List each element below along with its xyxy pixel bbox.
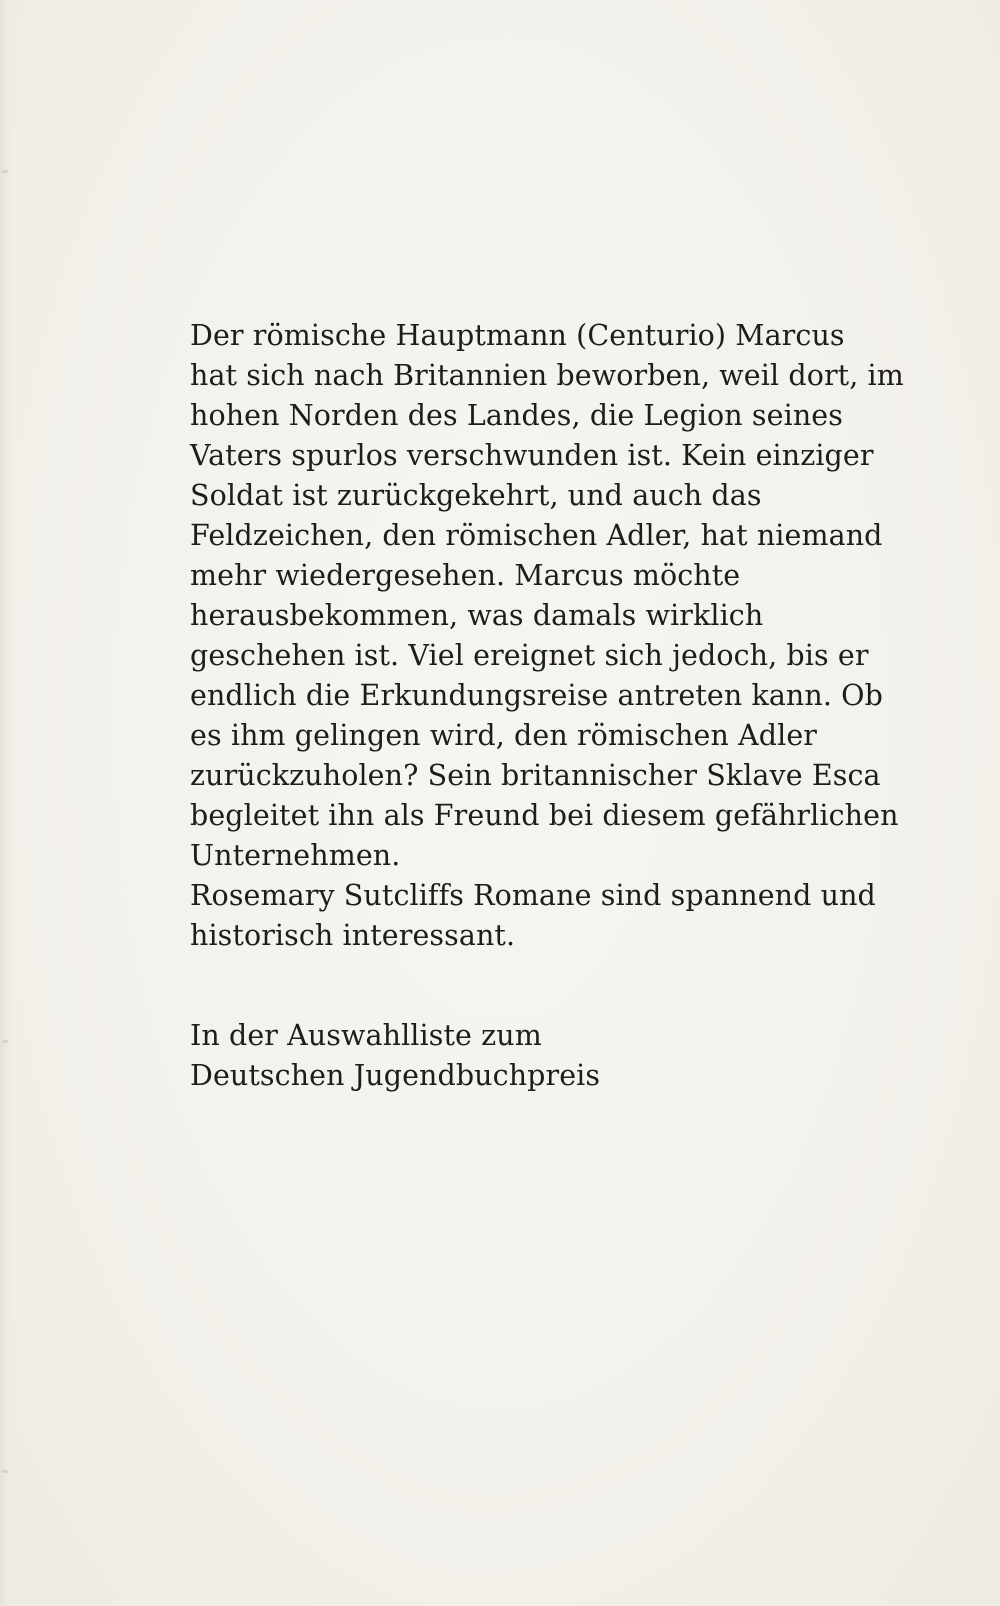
paragraph-gap bbox=[190, 956, 890, 1016]
blurb-text bbox=[190, 316, 904, 1096]
text-line: es ihm gelingen wird, den römischen Adler bbox=[190, 719, 818, 752]
text-line: hat sich nach Britannien beworben, weil dort, im bbox=[190, 359, 904, 392]
text-line: Rosemary Sutcliffs Romane sind spannend und bbox=[190, 879, 876, 912]
spine-mark bbox=[2, 170, 8, 173]
text-line: Vaters spurlos verschwunden ist. Kein einziger bbox=[190, 439, 874, 472]
text-line: zurückzuholen? Sein britannischer Sklave Esca bbox=[190, 759, 881, 792]
text-line: Unternehmen. bbox=[190, 839, 401, 872]
text-line: herausbekommen, was damals wirklich bbox=[190, 599, 764, 632]
text-line: In der Auswahlliste zum bbox=[190, 1019, 542, 1052]
spine-mark bbox=[2, 1040, 8, 1043]
blurb-paragraph-2 bbox=[190, 876, 890, 956]
text-line: Feldzeichen, den römischen Adler, hat niemand bbox=[190, 519, 883, 552]
text-line: mehr wiedergesehen. Marcus möchte bbox=[190, 559, 741, 592]
text-line: Deutschen Jugendbuchpreis bbox=[190, 1059, 601, 1092]
text-line: historisch interessant. bbox=[190, 919, 516, 952]
text-line: Soldat ist zurückgekehrt, und auch das bbox=[190, 479, 762, 512]
text-line: endlich die Erkundungsreise antreten kann. Ob bbox=[190, 679, 883, 712]
text-line: hohen Norden des Landes, die Legion seines bbox=[190, 399, 843, 432]
text-line: begleitet ihn als Freund bei diesem gefährlichen bbox=[190, 799, 899, 832]
spine-edge bbox=[0, 0, 14, 1606]
blurb-paragraph-1 bbox=[190, 316, 904, 876]
spine-mark bbox=[2, 1470, 8, 1473]
award-note bbox=[190, 1016, 890, 1096]
text-line: geschehen ist. Viel ereignet sich jedoch, bis er bbox=[190, 639, 869, 672]
text-line: Der römische Hauptmann (Centurio) Marcus bbox=[190, 319, 845, 352]
